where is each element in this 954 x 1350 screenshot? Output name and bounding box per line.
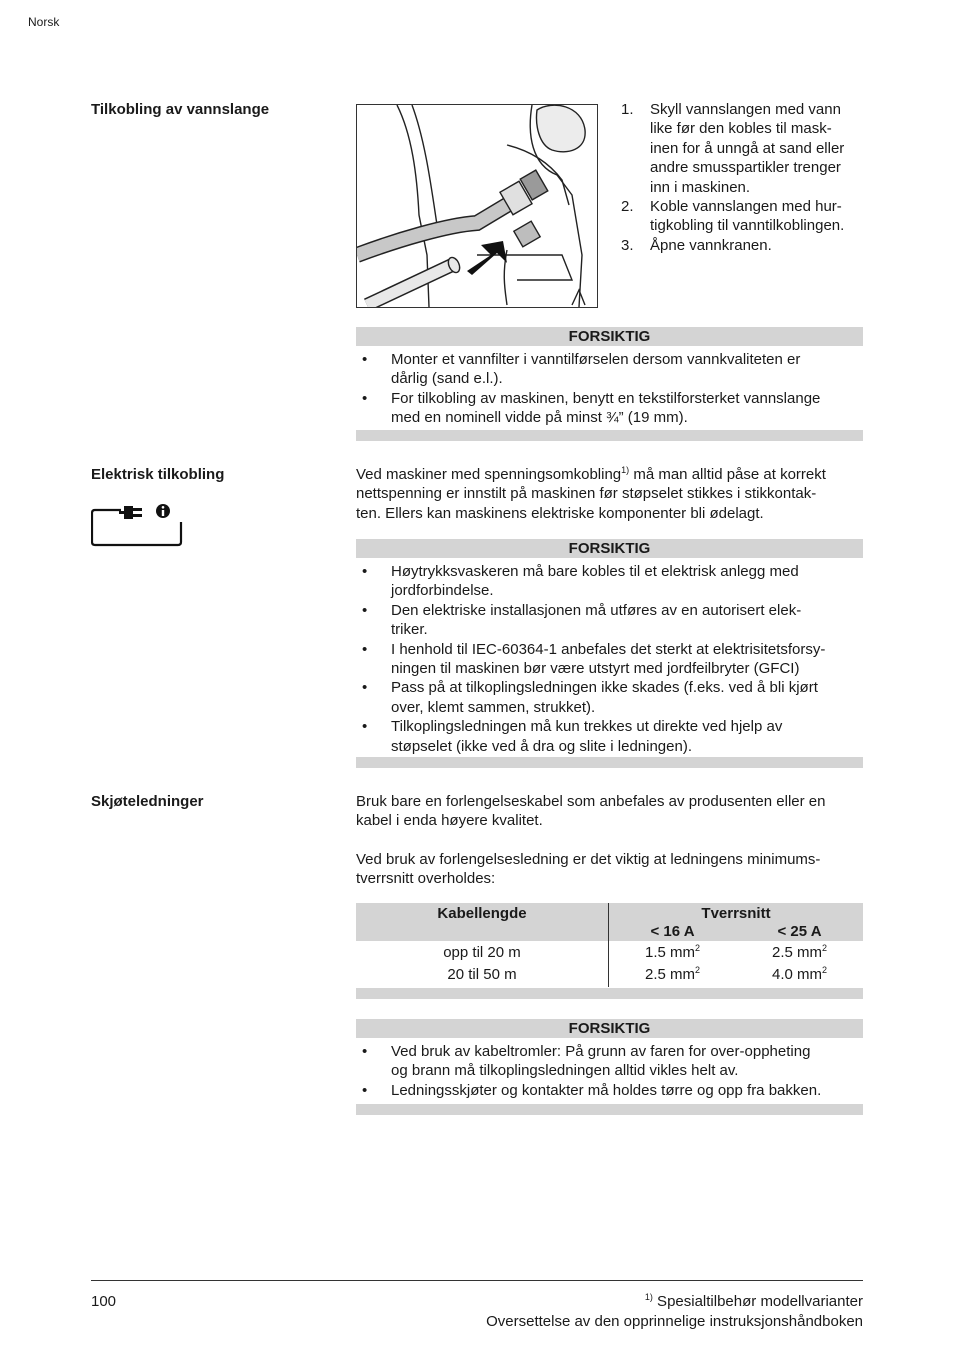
- caution-item: • Monter et vannfilter i vanntilførselen dersom vannkvaliteten er dårlig (sand e.l.).: [356, 350, 864, 389]
- caution-footer-bar: [356, 757, 863, 768]
- table-cell: 20 til 50 m: [447, 966, 517, 983]
- electrical-intro-paragraph: Ved maskiner med spenningsomkobling$^{1)}$ må man alltid påse at korrekt nettspenning er innstilt på maskinen før støpselet stikkes i stikkontak- ten. Ellers kan maskinens elektriske komponenter bli ødelagt.: [356, 465, 826, 522]
- table-cell: 1.5 $mm^2$: [644, 943, 701, 961]
- footer-divider: [91, 1280, 863, 1281]
- steps-list: [621, 100, 866, 255]
- step-item: 2. Koble vannslangen med hur- tigkobling til vanntilkoblingen.: [621, 198, 845, 235]
- caution-item: • Høytrykksvaskeren må bare kobles til et elektrisk anlegg med jordforbindelse.: [356, 562, 864, 601]
- caution-footer-bar: [356, 1104, 863, 1115]
- caution-list: [356, 350, 864, 428]
- extension-paragraph-1: Bruk bare en forlengelseskabel som anbefales av produsenten eller en kabel i enda høyere kvalitet.: [356, 793, 826, 830]
- step-number: 1.: [621, 101, 634, 118]
- table-cell: opp til 20 m: [443, 944, 521, 961]
- table-cell: 2.5 $mm^2$: [644, 965, 701, 983]
- caution-header: FORSIKTIG: [356, 327, 863, 346]
- table-column-divider: [608, 903, 609, 987]
- table-subheader-25a: < 25 A: [777, 923, 822, 940]
- section-heading-extension-cords: Skjøteledninger: [91, 793, 204, 810]
- table-header-cross-section: Tverrsnitt: [701, 905, 771, 922]
- table-cell: 2.5 $mm^2$: [771, 943, 828, 961]
- table-subheader-16a: < 16 A: [650, 923, 695, 940]
- table-cell: 4.0 $mm^2$: [771, 965, 828, 983]
- language-label: Norsk: [28, 15, 60, 29]
- caution-item: • For tilkobling av maskinen, benytt en tekstilforsterket vannslange med en nominell vidde på minst ¾” (19 mm).: [356, 389, 864, 428]
- plug-info-icon: [91, 502, 183, 548]
- table-header-length: Kabellengde: [437, 905, 527, 922]
- table-footer-bar: [356, 988, 863, 999]
- cable-cross-section-table: [356, 903, 863, 987]
- caution-item: • Ledningsskjøter og kontakter må holdes tørre og opp fra bakken.: [356, 1081, 864, 1100]
- table-body: [356, 941, 863, 987]
- footnote: $^{1)}$ Spesialtilbehør modellvarianter: [644, 1292, 863, 1310]
- hose-connection-drawing: [357, 105, 597, 307]
- caution-item: • I henhold til IEC-60364-1 anbefales det sterkt at elektrisitetsforsy- ningen til maskinen bør være utstyrt med jordfeilbryter (GFCI): [356, 640, 864, 679]
- caution-item: • Pass på at tilkoplingsledningen ikke skades (f.eks. ved å bli kjørt over, klemt sammen, strukket).: [356, 678, 864, 717]
- step-number: 2.: [621, 198, 634, 216]
- section-heading-electrical: Elektrisk tilkobling: [91, 466, 225, 483]
- caution-list: [356, 562, 864, 756]
- caution-footer-bar: [356, 430, 863, 441]
- caution-header: FORSIKTIG: [356, 539, 863, 558]
- page-number: 100: [91, 1293, 117, 1310]
- caution-list: [356, 1042, 864, 1100]
- caution-item: • Ved bruk av kabeltromler: På grunn av faren for over-oppheting og brann må tilkoplingsledningen alltid vikles helt av.: [356, 1042, 864, 1081]
- caution-item: • Den elektriske installasjonen må utføres av en autorisert elek- triker.: [356, 601, 864, 640]
- step-number: 3.: [621, 236, 634, 254]
- hose-connection-illustration: [356, 104, 598, 308]
- caution-header: FORSIKTIG: [356, 1019, 863, 1038]
- table-header-row: [356, 903, 863, 941]
- extension-paragraph-2: Ved bruk av forlengelsesledning er det viktig at ledningens minimums- tverrsnitt overholdes:: [356, 851, 821, 888]
- translation-note: Oversettelse av den opprinnelige instruksjonshåndboken: [486, 1313, 863, 1330]
- caution-item: • Tilkoplingsledningen må kun trekkes ut direkte ved hjelp av støpselet (ikke ved å dra og slite i ledningen).: [356, 717, 864, 756]
- section-heading-water-hose: Tilkobling av vannslange: [91, 101, 270, 118]
- step-item: 3. Åpne vannkranen.: [621, 236, 772, 254]
- step-item: 1. Skyll vannslangen med vann like før den kobles til mask- inen for å unngå at sand eller andre smusspartikler trenger inn i maskinen.: [621, 101, 845, 196]
